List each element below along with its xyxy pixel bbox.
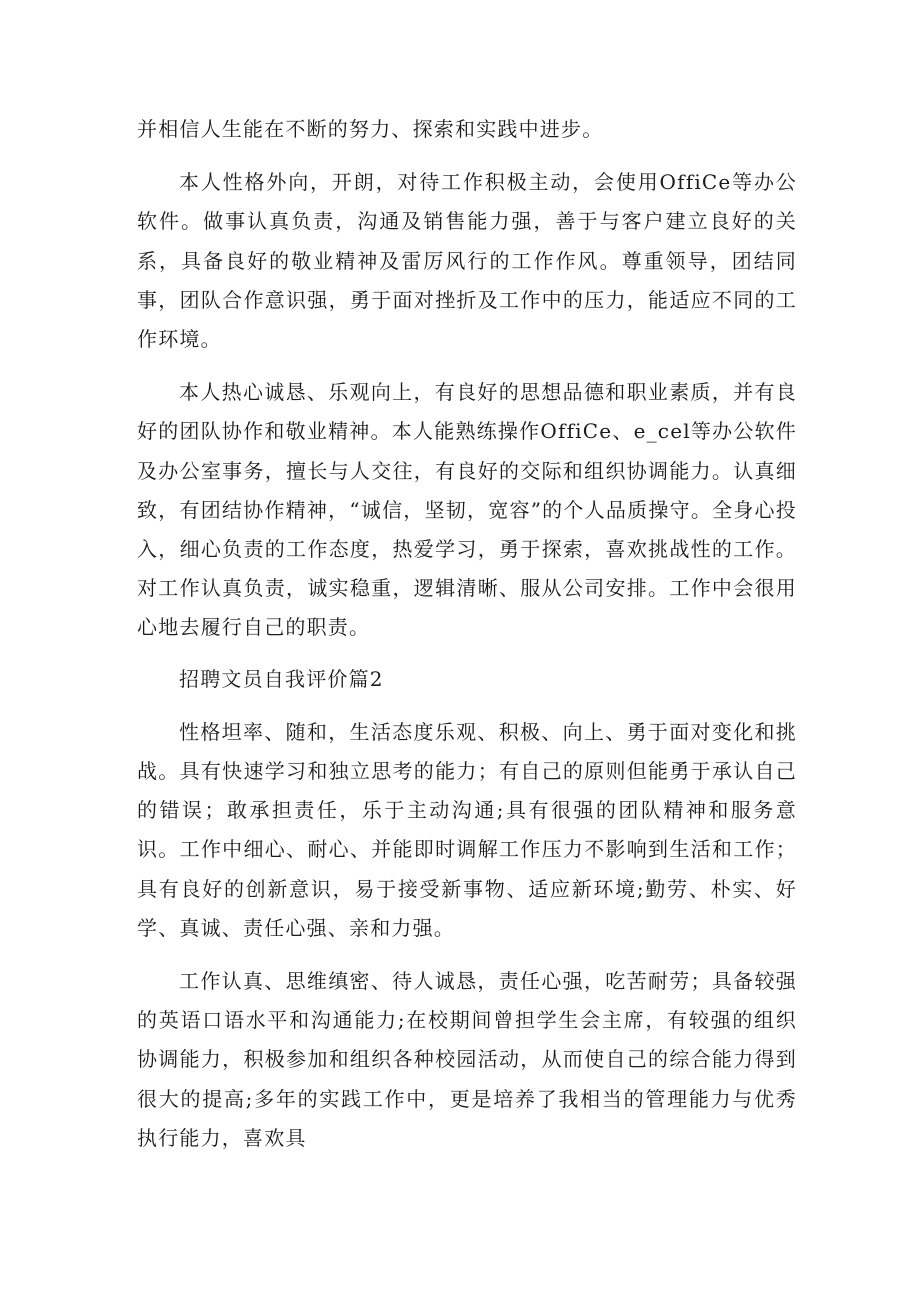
paragraph-continuation: 并相信人生能在不断的努力、探索和实践中进步。 xyxy=(137,117,604,141)
paragraph-frank-easygoing: 性格坦率、随和，生活态度乐观、积极、向上、勇于面对变化和挑战。具有快速学习和独立思考的能力；有自己的原则但能勇于承认自己的错误；敢承担责任，乐于主动沟通;具有很强的团队精神和服务意识。工作中细心、耐心、并能即时调解工作压力不影响到生活和工作；具有良好的创新意识，易于接受新事物、适应新环境;勤劳、朴实、好学、真诚、责任心强、亲和力强。 xyxy=(137,719,797,940)
section-heading: 招聘文员自我评价篇2 xyxy=(179,666,384,691)
paragraph-diligent-thorough: 工作认真、思维缜密、待人诚恳，责任心强，吃苦耐劳；具备较强的英语口语水平和沟通能力;在校期间曾担学生会主席，有较强的组织协调能力，积极参加和组织各种校园活动，从而使自己的综合能力得到很大的提高;多年的实践工作中，更是培养了我相当的管理能力与优秀执行能力，喜欢具 xyxy=(137,969,797,1150)
paragraph-personality-outgoing: 本人性格外向，开朗，对待工作积极主动，会使用OffiCe等办公软件。做事认真负责，沟通及销售能力强，善于与客户建立良好的关系，具备良好的敬业精神及雷厉风行的工作作风。尊重领导，团结同事，团队合作意识强，勇于面对挫折及工作中的压力，能适应不同的工作环境。 xyxy=(137,170,797,352)
paragraph-warm-sincere: 本人热心诚恳、乐观向上，有良好的思想品德和职业素质，并有良好的团队协作和敬业精神。本人能熟练操作OffiCe、e_cel等办公软件及办公室事务，擅长与人交往，有良好的交际和组织协调能力。认真细致，有团结协作精神，“诚信，坚韧，宽容”的个人品质操守。全身心投入，细心负责的工作态度，热爱学习，勇于探索，喜欢挑战性的工作。对工作认真负责，诚实稳重，逻辑清晰、服从公司安排。工作中会很用心地去履行自己的职责。 xyxy=(137,380,797,640)
document-body xyxy=(137,110,797,1158)
